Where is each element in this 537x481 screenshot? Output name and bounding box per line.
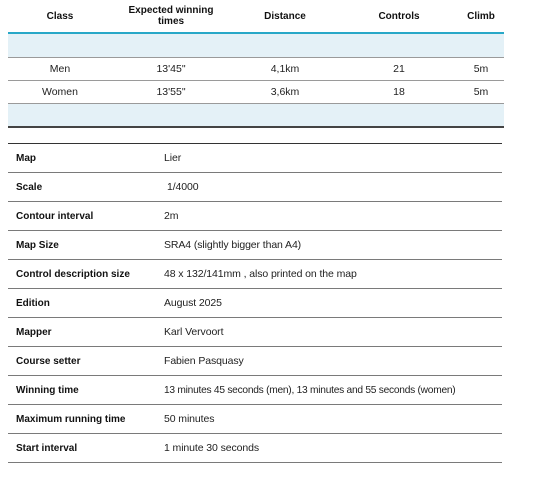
info-value: Lier	[164, 152, 182, 164]
info-label: Start interval	[16, 442, 78, 454]
table-band-top	[8, 34, 504, 58]
info-row-maximum-running-time	[8, 405, 502, 434]
info-row-winning-time	[8, 376, 502, 405]
info-value: 2m	[164, 210, 179, 222]
info-label: Winning time	[16, 384, 79, 396]
header-climb: Climb	[467, 10, 495, 22]
row-distance: 3,6km	[270, 86, 300, 98]
info-row-start-interval	[8, 434, 502, 463]
row-controls: 21	[393, 63, 405, 75]
row-time: 13'45"	[156, 63, 186, 75]
info-value: 13 minutes 45 seconds (men), 13 minutes and 55 seconds (women)	[164, 384, 456, 396]
row-time: 13'55"	[156, 86, 186, 98]
info-value: SRA4 (slightly bigger than A4)	[164, 239, 302, 251]
info-label: Map Size	[16, 239, 59, 251]
info-label: Course setter	[16, 355, 81, 367]
class-table-header	[8, 0, 504, 34]
class-table	[8, 0, 504, 128]
header-controls: Controls	[378, 10, 420, 22]
row-climb: 5m	[473, 63, 489, 75]
info-value: Fabien Pasquasy	[164, 355, 244, 367]
info-label: Edition	[16, 297, 50, 309]
info-label: Contour interval	[16, 210, 94, 222]
table-row	[8, 81, 504, 104]
info-value: 50 minutes	[164, 413, 215, 425]
info-value: Karl Vervoort	[164, 326, 224, 338]
info-row-course-setter	[8, 347, 502, 376]
info-value: 1 minute 30 seconds	[164, 442, 259, 454]
info-label: Map	[16, 152, 36, 164]
info-value: August 2025	[164, 297, 222, 309]
row-class: Men	[49, 63, 71, 75]
map-info-table	[8, 143, 502, 463]
info-value: 48 x 132/141mm , also printed on the map	[164, 268, 357, 280]
info-label: Control description size	[16, 268, 130, 280]
info-label: Maximum running time	[16, 413, 126, 425]
table-band-bottom	[8, 104, 504, 128]
row-controls: 18	[393, 86, 405, 98]
row-distance: 4,1km	[270, 63, 300, 75]
info-row-contour-interval	[8, 202, 502, 231]
row-climb: 5m	[473, 86, 489, 98]
info-row-scale	[8, 173, 502, 202]
info-row-mapper	[8, 318, 502, 347]
info-label: Mapper	[16, 326, 52, 338]
header-class: Class	[46, 10, 74, 22]
info-row-map-size	[8, 231, 502, 260]
header-expected-times: Expected winning times	[128, 5, 214, 27]
header-distance: Distance	[264, 10, 306, 22]
info-row-map	[8, 144, 502, 173]
table-row	[8, 58, 504, 81]
info-row-edition	[8, 289, 502, 318]
info-value: 1/4000	[167, 181, 199, 193]
row-class: Women	[42, 86, 78, 98]
info-label: Scale	[16, 181, 43, 193]
info-row-control-description-size	[8, 260, 502, 289]
